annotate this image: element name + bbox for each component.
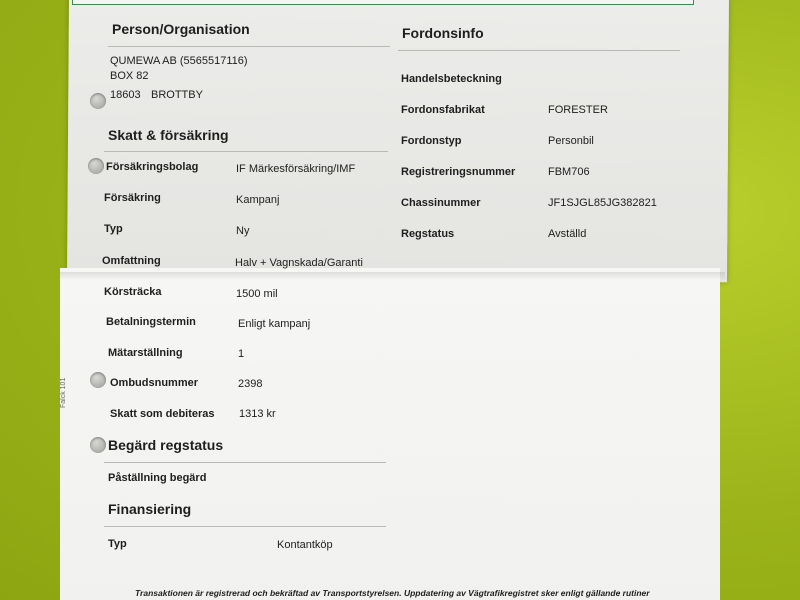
skatt-label-omfattning: Omfattning [102, 255, 161, 267]
skatt-rule [104, 151, 388, 152]
finansiering-row-label: Typ [108, 538, 127, 550]
fordon-value-chassi: JF1SJGL85JG382821 [548, 197, 657, 209]
skatt-label-typ: Typ [104, 223, 123, 235]
skatt-value-bolag: IF Märkesförsäkring/IMF [236, 163, 356, 175]
finansiering-row-value: Kontantköp [277, 539, 333, 551]
top-form-strip [72, 0, 694, 5]
skatt-label-korstracka: Körsträcka [104, 286, 162, 298]
skatt-label-matarstallning: Mätarställning [108, 347, 183, 359]
skatt-value-forsakring: Kampanj [236, 194, 280, 206]
fordon-value-typ: Personbil [548, 135, 594, 147]
skatt-label-forsakring: Försäkring [104, 192, 161, 204]
skatt-value-korstracka: 1500 mil [236, 288, 278, 300]
skatt-value-omfattning: Halv + Vagnskada/Garanti [235, 257, 363, 269]
skatt-label-debiteras: Skatt som debiteras [110, 408, 215, 420]
fordon-label-fabrikat: Fordonsfabrikat [401, 104, 485, 116]
finansiering-rule [104, 526, 386, 527]
show-through-text [385, 498, 389, 513]
person-postal-code: 18603 [110, 89, 141, 101]
fordon-rule [398, 50, 680, 51]
paper-fold-shadow [60, 272, 725, 280]
fordon-label-handelsbeteckning: Handelsbeteckning [401, 73, 502, 85]
fordon-label-typ: Fordonstyp [401, 135, 462, 147]
skatt-heading: Skatt & försäkring [108, 127, 229, 143]
skatt-value-ombudsnummer: 2398 [238, 378, 263, 390]
punch-hole [90, 93, 106, 109]
fordon-value-regstatus: Avställd [548, 228, 587, 240]
finansiering-heading: Finansiering [108, 501, 192, 517]
punch-hole [90, 372, 106, 388]
person-heading: Person/Organisation [112, 21, 250, 37]
skatt-value-typ: Ny [236, 225, 250, 237]
side-note: Falck 101 [60, 377, 67, 408]
fordon-value-fabrikat: FORESTER [548, 104, 608, 116]
fordon-value-regnr: FBM706 [548, 166, 590, 178]
skatt-label-bolag: Försäkringsbolag [106, 161, 199, 173]
regstatus-row-label: Påställning begärd [108, 472, 207, 484]
punch-hole [88, 158, 104, 174]
person-rule [108, 46, 390, 47]
skatt-label-ombudsnummer: Ombudsnummer [110, 377, 199, 389]
fordon-heading: Fordonsinfo [402, 25, 484, 41]
fordon-label-regnr: Registreringsnummer [401, 166, 516, 178]
person-name: QUMEWA AB (5565517116) [110, 55, 248, 67]
fordon-label-chassi: Chassinummer [401, 197, 481, 209]
skatt-value-debiteras: 1313 kr [239, 408, 276, 420]
person-city: BROTTBY [151, 89, 203, 101]
regstatus-heading: Begärd regstatus [108, 437, 224, 453]
fordon-label-regstatus: Regstatus [401, 228, 455, 240]
punch-hole [90, 437, 106, 453]
regstatus-rule [104, 462, 386, 463]
person-box: BOX 82 [110, 70, 149, 82]
skatt-value-betalningstermin: Enligt kampanj [238, 318, 311, 330]
footer-note: Transaktionen är registrerad och bekräftad av Transportstyrelsen. Uppdatering av Vägtrafikregistret sker enligt gällande rutiner [135, 588, 650, 598]
skatt-label-betalningstermin: Betalningstermin [106, 316, 196, 328]
skatt-value-matarstallning: 1 [238, 348, 245, 360]
